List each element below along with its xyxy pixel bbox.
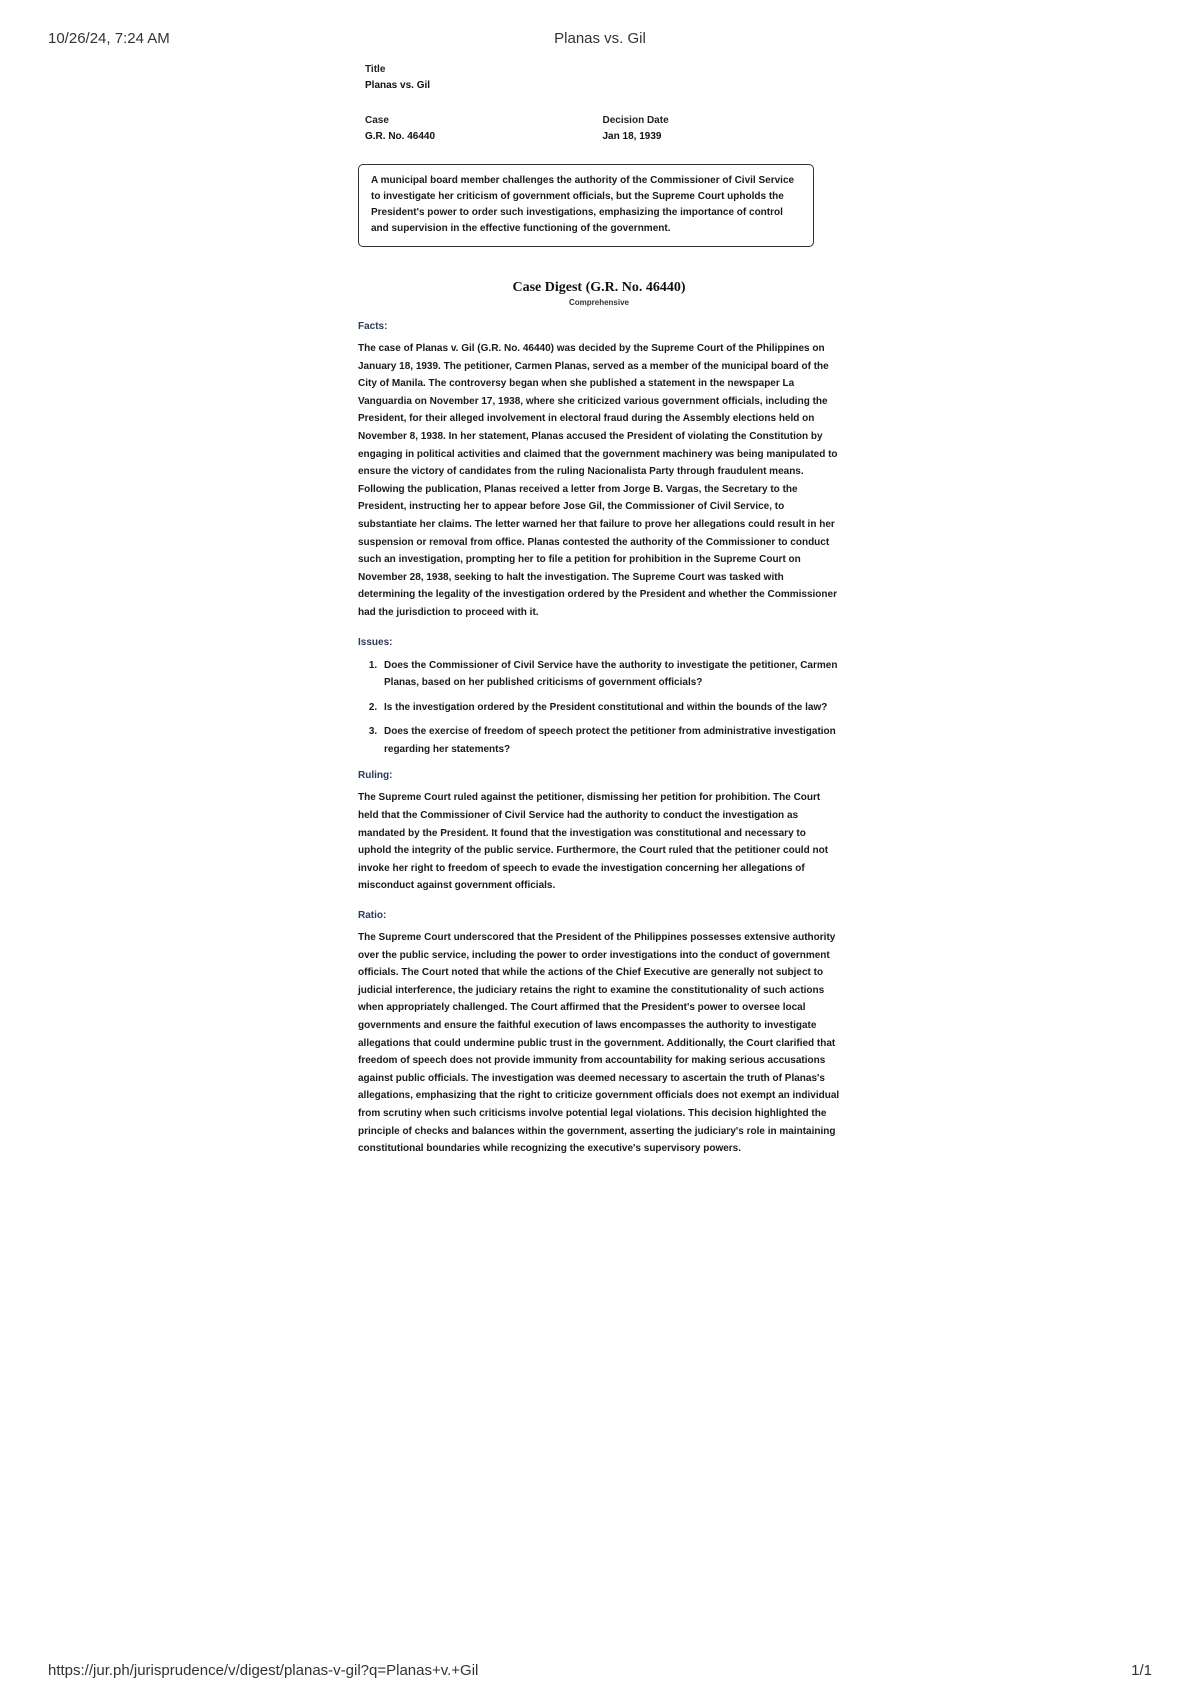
issue-item: 3. Does the exercise of freedom of speech protect the petitioner from administrative investigation regarding her statements? (380, 723, 840, 758)
print-url: https://jur.ph/jurisprudence/v/digest/planas-v-gil?q=Planas+v.+Gil (48, 1662, 479, 1679)
case-number-block (365, 113, 603, 145)
print-datetime: 10/26/24, 7:24 AM (48, 30, 170, 47)
ratio-text: The Supreme Court underscored that the President of the Philippines possesses extensive authority over the public service, including the power to order investigations into the conduct of government officials. The Court noted that while the actions of the Chief Executive are generally not subject to judicial interference, the judiciary retains the right to examine the constitutionality of such actions when appropriately challenged. The Court affirmed that the President's power to oversee local governments and ensure the faithful execution of laws encompasses the authority to investigate allegations that could undermine public trust in the government. Additionally, the Court clarified that freedom of speech does not provide immunity from accountability for making serious accusations against public officials. The investigation was deemed necessary to ascertain the truth of Planas's allegations, emphasizing that the right to criticize government officials does not exempt an individual from scrutiny when such criticisms involve potential legal violations. This decision highlighted the principle of checks and balances within the government, asserting the judiciary's role in maintaining constitutional boundaries while recognizing the executive's supervisory powers. (358, 932, 840, 1155)
title-label: Title (365, 64, 386, 75)
case-number: G.R. No. 46440 (365, 131, 436, 142)
digest-heading: Case Digest (G.R. No. 46440) (512, 280, 686, 295)
issues-list (358, 657, 840, 759)
issue-item: 1. Does the Commissioner of Civil Service have the authority to investigate the petitioner, Carmen Planas, based on her published criticisms of government officials? (380, 657, 840, 692)
digest-subheading: Comprehensive (568, 298, 630, 307)
issue-item: 2. Is the investigation ordered by the President constitutional and within the bounds of the law? (380, 699, 840, 717)
case-label: Case (365, 115, 389, 126)
decision-date: Jan 18, 1939 (602, 131, 662, 142)
facts-title: Facts: (358, 321, 388, 332)
facts-text: The case of Planas v. Gil (G.R. No. 46440) was decided by the Supreme Court of the Philippines on January 18, 1939. The petitioner, Carmen Planas, served as a member of the municipal board of the City of Manila. The controversy began when she published a statement in the newspaper La Vanguardia on November 17, 1938, where she criticized various government officials, including the President, for their alleged involvement in electoral fraud during the Assembly elections held on November 8, 1938. In her statement, Planas accused the President of violating the Constitution by engaging in political activities and claimed that the government machinery was being manipulated to ensure the victory of candidates from the ruling Nacionalista Party through fraudulent means. Following the publication, Planas received a letter from Jorge B. Vargas, the Secretary to the President, instructing her to appear before Jose Gil, the Commissioner of Civil Service, to substantiate her claims. The letter warned her that failure to prove her allegations could result in her suspension or removal from office. Planas contested the authority of the Commissioner to conduct such an investigation, prompting her to file a petition for prohibition in the Supreme Court on November 28, 1938, seeking to halt the investigation. The Supreme Court was tasked with determining the legality of the investigation ordered by the President and whether the Commissioner had the jurisdiction to proceed with it. (358, 343, 838, 618)
ruling-title: Ruling: (358, 770, 393, 782)
document-content (358, 62, 840, 1158)
ratio-title: Ratio: (358, 910, 387, 922)
decision-date-label: Decision Date (602, 115, 669, 126)
issues-title: Issues: (358, 636, 393, 648)
print-page-title: Planas vs. Gil (554, 30, 646, 47)
title-value: Planas vs. Gil (365, 80, 431, 91)
page-number: 1/1 (1131, 1662, 1152, 1679)
print-footer (48, 1662, 1152, 1682)
case-summary-box: A municipal board member challenges the authority of the Commissioner of Civil Service to investigate her criticism of government officials, but the Supreme Court upholds the President's power to order such investigations, emphasizing the importance of control and supervision in the effective functioning of the government. (358, 164, 814, 247)
case-meta (358, 62, 840, 145)
case-meta-row (365, 113, 840, 145)
decision-date-block (603, 113, 841, 145)
ruling-text: The Supreme Court ruled against the petitioner, dismissing her petition for prohibition. The Court held that the Commissioner of Civil Service had the authority to conduct the investigation as mandated by the President. It found that the investigation was constitutional and necessary to uphold the integrity of the public service. Furthermore, the Court ruled that the petitioner could not invoke her right to freedom of speech to evade the investigation concerning her allegations of misconduct against government officials. (358, 792, 829, 892)
print-header (48, 30, 1152, 50)
